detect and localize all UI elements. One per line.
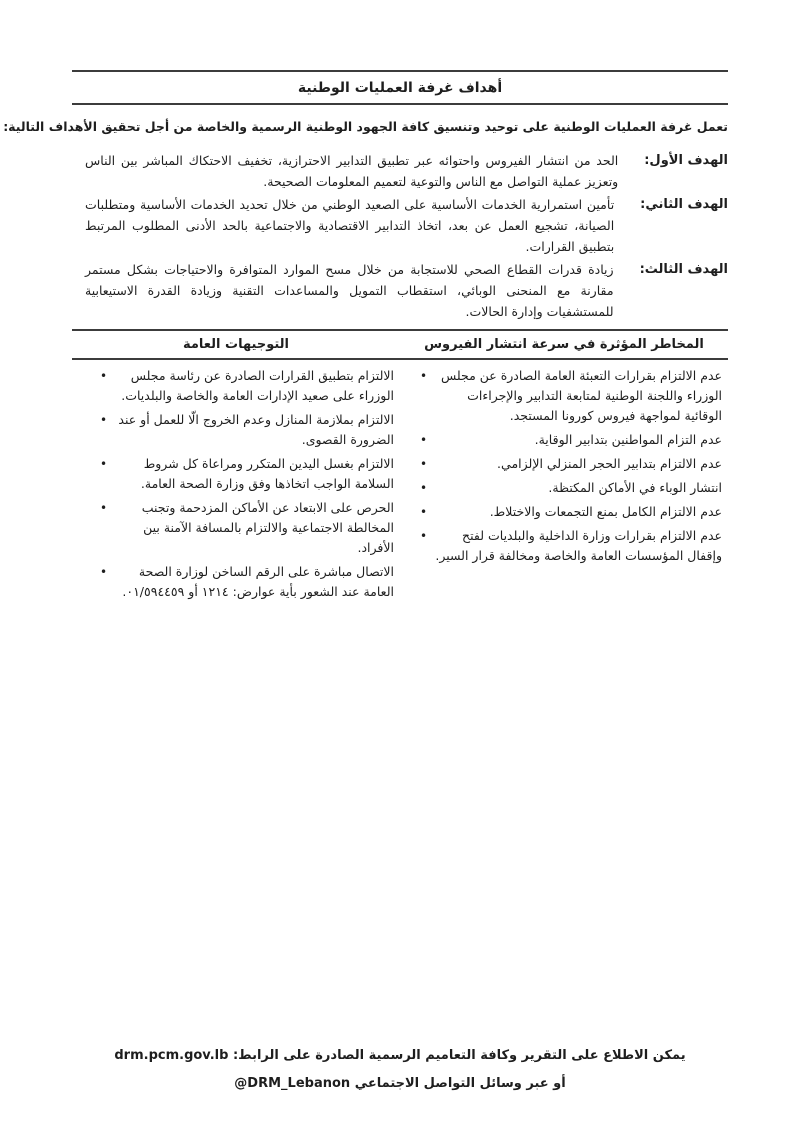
bullet-icon: • [420,505,428,519]
objective-row [72,259,728,322]
table-header-row [72,329,728,360]
footer-link-caption: يمكن الاطلاع على التقرير وكافة التعاميم الرسمية الصادرة على الرابط: [232,1048,686,1063]
risks-directives-table [72,329,728,606]
table-body-row [72,360,728,606]
bullet-icon: • [100,369,108,383]
directive-item-text: الالتزام بغسل اليدين المتكرر ومراعاة كل شروط السلامة الواجب اتخاذها وفق وزارة الصحة العامة. [140,456,394,491]
list-item [420,526,722,566]
objective-2-text: تأمين استمرارية الخدمات الأساسية على الصعيد الوطني من خلال تحديد الخدمات الأساسية ومتطلبات الصيانة، تشجيع العمل عن بعد، اتخاذ التدابير الاقتصادية والاجتماعية بالحد الأدنى المطلوب المرتبط بتطبيق القرارات. [85,197,615,254]
directives-column [72,366,400,606]
objective-row [72,194,728,257]
list-item [100,366,394,406]
list-item [420,502,722,522]
directive-item-text: الاتصال مباشرة على الرقم الساخن لوزارة الصحة العامة عند الشعور بأية عوارض: ١٢١٤ أو ٠١/٥٩٤٤٥٩. [122,564,394,599]
bullet-icon: • [100,501,108,515]
bullet-icon: • [100,457,108,471]
objective-1-label: الهدف الأول: [644,153,728,168]
footer-line-1 [0,1046,800,1066]
bullet-icon: • [420,481,428,495]
directive-item-text: الالتزام بملازمة المنازل وعدم الخروج الّا للعمل أو عند الضرورة القصوى. [118,412,394,447]
bullet-icon: • [420,433,428,447]
bullet-icon: • [420,457,428,471]
directive-item-text: الالتزام بتطبيق القرارات الصادرة عن رئاسة مجلس الوزراء على صعيد الإدارات العامة والخاصة والبلديات. [121,368,394,403]
risk-item-text: انتشار الوباء في الأماكن المكتظة. [548,480,722,495]
objective-row [72,150,728,192]
list-item [100,410,394,450]
list-item [100,562,394,602]
risk-item-text: عدم الالتزام بتدابير الحجر المنزلي الإلزامي. [497,456,722,471]
column-header-directives: التوجيهات العامة [182,337,289,352]
objective-3-text: زيادة قدرات القطاع الصحي للاستجابة من خلال مسح الموارد المتوافرة والاحتياجات بشكل مستمر مقارنة مع المنحنى الوبائي، استقطاب التمويل والمساعدات التقنية وزيادة القدرة الاستيعابية للمستشفيات وإدارة الحالات. [85,262,614,319]
intro-paragraph: تعمل غرفة العمليات الوطنية على توحيد وتنسيق كافة الجهود الوطنية الرسمية والخاصة من أجل تحقيق الأهداف التالية: [3,119,728,134]
bullet-icon: • [420,369,428,383]
risk-item-text: عدم الالتزام الكامل بمنع التجمعات والاختلاط. [489,504,722,519]
risk-item-text: عدم الالتزام بقرارات التعبئة العامة الصادرة عن مجلس الوزراء واللجنة الوطنية لمتابعة التدابير والإجراءات الوقائية لمواجهة فيروس كورونا المستجد. [440,368,722,423]
list-item [420,430,722,450]
column-header-risks: المخاطر المؤثرة في سرعة انتشار الفيروس [424,337,704,352]
bullet-icon: • [420,529,428,543]
list-item [100,454,394,494]
list-item [420,478,722,498]
bullet-icon: • [100,413,108,427]
risks-column [400,366,728,606]
list-item [100,498,394,558]
objective-2-label: الهدف الثاني: [640,197,728,212]
footer [0,1046,800,1102]
directive-item-text: الحرص على الابتعاد عن الأماكن المزدحمة وتجنب المخالطة الاجتماعية والالتزام بالمسافة الآمنة بين الأفراد. [141,500,394,555]
footer-social-caption: أو عبر وسائل التواصل الاجتماعي [354,1076,566,1091]
objective-1-text: الحد من انتشار الفيروس واحتوائه عبر تطبيق التدابير الاحترازية، تخفيف الاحتكاك المباشر بين الناس وتعزيز عملية التواصل مع الناس والتوعية لتعميم المعلومات الصحيحة. [85,153,619,189]
objective-3-label: الهدف الثالث: [639,262,728,277]
social-handle: @DRM_Lebanon [234,1076,351,1091]
bullet-icon: • [100,565,108,579]
footer-line-2 [0,1074,800,1094]
title-band [72,70,728,105]
report-link-url: drm.pcm.gov.lb [114,1048,229,1063]
risk-item-text: عدم التزام المواطنين بتدابير الوقاية. [534,432,722,447]
list-item [420,366,722,426]
list-item [420,454,722,474]
risk-item-text: عدم الالتزام بقرارات وزارة الداخلية والبلديات لفتح وإقفال المؤسسات العامة والخاصة ومخالفة قرار السير. [435,528,722,563]
page-title: أهداف غرفة العمليات الوطنية [297,80,503,96]
objectives-section [72,150,728,322]
